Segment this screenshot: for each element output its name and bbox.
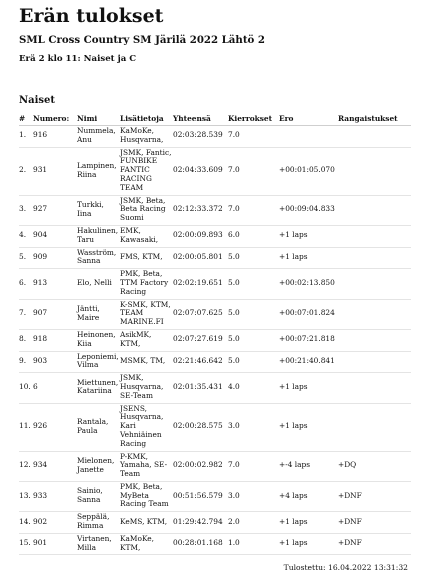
table-row (19, 195, 411, 225)
cell-name: Nummela, Anu (77, 126, 120, 148)
cell-name: Elo, Nelli (77, 269, 120, 299)
cell-total-time: 02:12:33.372 (173, 195, 228, 225)
cell-gap: +1 laps (279, 225, 338, 247)
cell-penalty (338, 195, 411, 225)
cell-name: Seppälä, Rimma (77, 512, 120, 534)
cell-gap: +00:21:40.841 (279, 351, 338, 373)
cell-total-time: 00:51:56.579 (173, 481, 228, 511)
heat-info: Erä 2 klo 11: Naiset ja C (19, 54, 137, 64)
cell-gap: +1 laps (279, 512, 338, 534)
table-row (19, 533, 411, 555)
cell-total-time: 01:29:42.794 (173, 512, 228, 534)
results-table (19, 114, 411, 555)
cell-number: 909 (33, 247, 77, 269)
cell-laps: 4.0 (228, 373, 279, 403)
cell-position: 2. (19, 147, 33, 195)
cell-number: 918 (33, 329, 77, 351)
cell-penalty (338, 126, 411, 148)
cell-position: 12. (19, 451, 33, 481)
cell-number: 907 (33, 299, 77, 329)
cell-penalty (338, 373, 411, 403)
cell-number: 913 (33, 269, 77, 299)
cell-laps: 1.0 (228, 533, 279, 555)
cell-position: 15. (19, 533, 33, 555)
col-header-info: Lisätietoja (120, 114, 173, 126)
cell-laps: 3.0 (228, 481, 279, 511)
cell-total-time: 02:03:28.539 (173, 126, 228, 148)
cell-laps: 2.0 (228, 512, 279, 534)
cell-info: JSENS, Husqvarna, Kari Vehniäinen Racing (120, 403, 173, 451)
cell-total-time: 02:00:02.982 (173, 451, 228, 481)
cell-laps: 3.0 (228, 403, 279, 451)
cell-total-time: 02:00:05.801 (173, 247, 228, 269)
results-body (19, 126, 411, 555)
cell-name: Wasström, Sanna (77, 247, 120, 269)
table-row (19, 329, 411, 351)
cell-name: Jäntti, Maire (77, 299, 120, 329)
table-header-row (19, 114, 411, 126)
cell-position: 14. (19, 512, 33, 534)
cell-number: 904 (33, 225, 77, 247)
cell-info: KeMS, KTM, (120, 512, 173, 534)
table-row (19, 126, 411, 148)
cell-laps: 5.0 (228, 351, 279, 373)
col-header-position: # (19, 114, 33, 126)
cell-gap: +1 laps (279, 247, 338, 269)
cell-gap (279, 126, 338, 148)
cell-gap: +1 laps (279, 533, 338, 555)
cell-name: Mielonen, Janette (77, 451, 120, 481)
cell-penalty (338, 225, 411, 247)
table-row (19, 269, 411, 299)
cell-total-time: 02:02:19.651 (173, 269, 228, 299)
cell-info: K-SMK, KTM, TEAM MARINE.FI (120, 299, 173, 329)
cell-number: 916 (33, 126, 77, 148)
section-heading: Naiset (19, 95, 56, 106)
cell-name: Heinonen, Kiia (77, 329, 120, 351)
cell-info: JSMK, Fantic, FUNBIKE FANTIC RACING TEAM (120, 147, 173, 195)
cell-laps: 5.0 (228, 269, 279, 299)
col-header-laps: Kierrokset (228, 114, 279, 126)
cell-laps: 7.0 (228, 126, 279, 148)
cell-penalty (338, 351, 411, 373)
col-header-penalty: Rangaistukset (338, 114, 411, 126)
cell-position: 10. (19, 373, 33, 403)
cell-position: 11. (19, 403, 33, 451)
cell-penalty: +DNF (338, 512, 411, 534)
cell-name: Hakulinen, Taru (77, 225, 120, 247)
cell-name: Lampinen, Riina (77, 147, 120, 195)
cell-position: 8. (19, 329, 33, 351)
cell-total-time: 02:04:33.609 (173, 147, 228, 195)
cell-info: EMK, Kawasaki, (120, 225, 173, 247)
cell-penalty: +DQ (338, 451, 411, 481)
cell-info: KaMoKe, KTM, (120, 533, 173, 555)
printed-timestamp: Tulostettu: 16.04.2022 13:31:32 (283, 563, 408, 572)
cell-position: 7. (19, 299, 33, 329)
cell-gap: +1 laps (279, 373, 338, 403)
cell-penalty: +DNF (338, 481, 411, 511)
cell-penalty (338, 147, 411, 195)
cell-name: Virtanen, Milla (77, 533, 120, 555)
table-row (19, 481, 411, 511)
table-row (19, 351, 411, 373)
cell-number: 902 (33, 512, 77, 534)
cell-number: 933 (33, 481, 77, 511)
cell-penalty (338, 329, 411, 351)
table-row (19, 403, 411, 451)
page-title: Erän tulokset (19, 5, 164, 27)
cell-info: FMS, KTM, (120, 247, 173, 269)
cell-info: MSMK, TM, (120, 351, 173, 373)
cell-gap: +00:07:21.818 (279, 329, 338, 351)
cell-laps: 5.0 (228, 299, 279, 329)
table-row (19, 247, 411, 269)
table-row (19, 373, 411, 403)
cell-total-time: 02:21:46.642 (173, 351, 228, 373)
table-row (19, 147, 411, 195)
cell-total-time: 02:00:28.575 (173, 403, 228, 451)
cell-name: Leponiemi, Vilma (77, 351, 120, 373)
cell-laps: 7.0 (228, 195, 279, 225)
cell-number: 926 (33, 403, 77, 451)
col-header-name: Nimi (77, 114, 120, 126)
cell-total-time: 00:28:01.168 (173, 533, 228, 555)
cell-gap: +4 laps (279, 481, 338, 511)
cell-position: 4. (19, 225, 33, 247)
cell-name: Turkki, Iina (77, 195, 120, 225)
cell-laps: 7.0 (228, 147, 279, 195)
cell-number: 903 (33, 351, 77, 373)
event-subtitle: SML Cross Country SM Järilä 2022 Lähtö 2 (19, 34, 265, 46)
cell-position: 9. (19, 351, 33, 373)
cell-number: 901 (33, 533, 77, 555)
col-header-total: Yhteensä (173, 114, 228, 126)
cell-total-time: 02:07:27.619 (173, 329, 228, 351)
cell-gap: +00:01:05.070 (279, 147, 338, 195)
cell-laps: 5.0 (228, 329, 279, 351)
cell-position: 5. (19, 247, 33, 269)
cell-gap: +-4 laps (279, 451, 338, 481)
cell-info: AsikMK, KTM, (120, 329, 173, 351)
cell-info: PMK, Beta, TTM Factory Racing (120, 269, 173, 299)
table-row (19, 512, 411, 534)
cell-total-time: 02:01:35.431 (173, 373, 228, 403)
cell-info: PMK, Beta, MyBeta Racing Team (120, 481, 173, 511)
cell-penalty (338, 403, 411, 451)
table-row (19, 299, 411, 329)
cell-position: 3. (19, 195, 33, 225)
cell-gap: +00:07:01.824 (279, 299, 338, 329)
cell-penalty (338, 299, 411, 329)
cell-laps: 6.0 (228, 225, 279, 247)
cell-position: 6. (19, 269, 33, 299)
cell-info: JSMK, Beta, Beta Racing Suomi (120, 195, 173, 225)
col-header-gap: Ero (279, 114, 338, 126)
cell-number: 931 (33, 147, 77, 195)
cell-number: 6 (33, 373, 77, 403)
cell-position: 1. (19, 126, 33, 148)
cell-total-time: 02:07:07.625 (173, 299, 228, 329)
table-row (19, 225, 411, 247)
cell-info: JSMK, Husqvarna, SE-Team (120, 373, 173, 403)
cell-number: 927 (33, 195, 77, 225)
cell-penalty (338, 247, 411, 269)
cell-name: Rantala, Paula (77, 403, 120, 451)
table-row (19, 451, 411, 481)
cell-position: 13. (19, 481, 33, 511)
cell-penalty: +DNF (338, 533, 411, 555)
cell-laps: 5.0 (228, 247, 279, 269)
cell-gap: +00:02:13.850 (279, 269, 338, 299)
cell-total-time: 02:00:09.893 (173, 225, 228, 247)
cell-name: Miettunen, Katariina (77, 373, 120, 403)
cell-laps: 7.0 (228, 451, 279, 481)
cell-penalty (338, 269, 411, 299)
cell-info: P-KMK, Yamaha, SE-Team (120, 451, 173, 481)
cell-gap: +00:09:04.833 (279, 195, 338, 225)
cell-info: KaMoKe, Husqvarna, (120, 126, 173, 148)
col-header-number: Numero: (33, 114, 77, 126)
cell-number: 934 (33, 451, 77, 481)
cell-name: Sainio, Sanna (77, 481, 120, 511)
cell-gap: +1 laps (279, 403, 338, 451)
